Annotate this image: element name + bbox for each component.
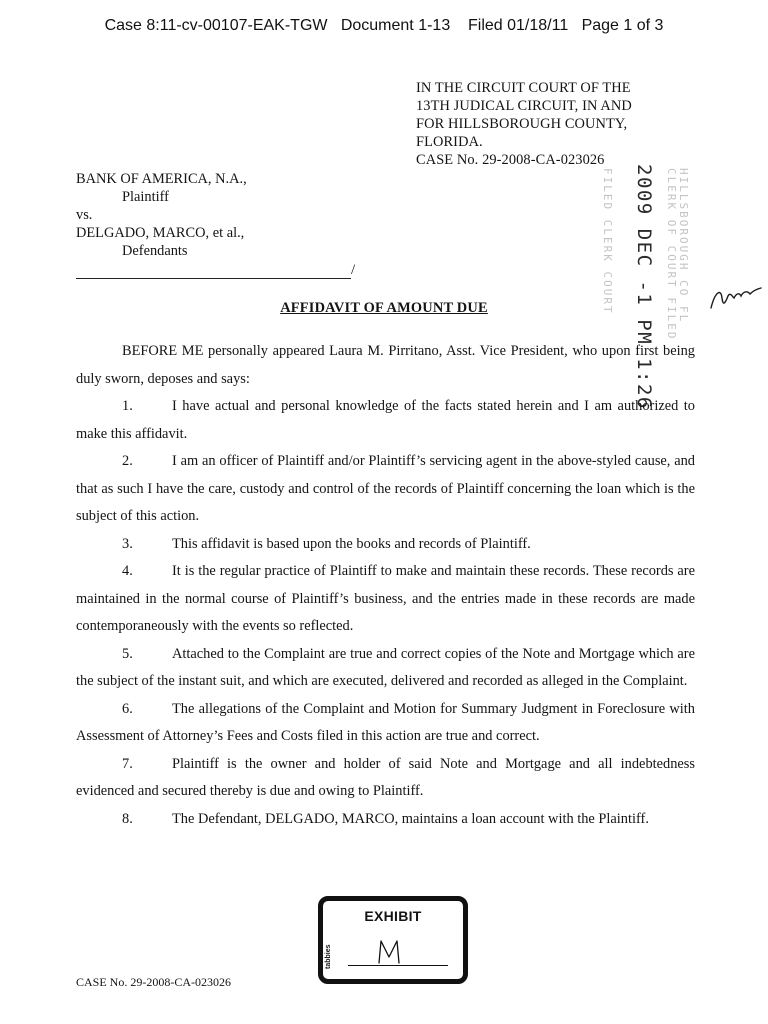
exhibit-brand: tabbies: [325, 944, 332, 969]
versus-label: vs.: [76, 207, 93, 223]
paragraph-text: This affidavit is based upon the books and records of Plaintiff.: [172, 535, 531, 552]
paragraph-text: Plaintiff is the owner and holder of said Note and Mortgage and all indebtedness evidenced and secured thereby is due and owing to Plaintiff.: [76, 755, 695, 799]
case-number: CASE No. 29-2008-CA-023026: [416, 152, 605, 168]
court-line: 13TH JUDICAL CIRCUIT, IN AND: [416, 98, 632, 114]
paragraph-number: 8.: [122, 810, 133, 827]
exhibit-sticker: [318, 896, 468, 984]
paragraph-text: It is the regular practice of Plaintiff to make and maintain these records. These records are maintained in the normal course of Plaintiff’s business, and the entries made in these records are made contemporaneously with the events so reflected.: [76, 563, 695, 634]
affidavit-body: [76, 338, 695, 833]
paragraph-number: 4.: [122, 563, 133, 579]
exhibit-label: EXHIBIT: [364, 908, 422, 924]
document-title: AFFIDAVIT OF AMOUNT DUE: [280, 300, 488, 316]
paragraph-text: I have actual and personal knowledge of the facts stated herein and I am authorized to make this affidavit.: [76, 398, 695, 442]
court-line: FLORIDA.: [416, 134, 483, 150]
header-case-ref: Case 8:11-cv-00107-EAK-TGW: [104, 17, 328, 34]
paragraph-number: 2.: [122, 453, 133, 469]
numbered-paragraph: [76, 558, 695, 641]
parties-block: [76, 170, 247, 260]
paragraph-text: The Defendant, DELGADO, MARCO, maintains a loan account with the Plaintiff.: [172, 810, 649, 827]
filing-header: [0, 17, 768, 35]
faint-clerk-stamp: HILLSBOROUGH CO FL: [677, 168, 690, 324]
paragraph-text: The allegations of the Complaint and Motion for Summary Judgment in Foreclosure with Assessment of Attorney’s Fees and Costs filed in this action are true and correct.: [76, 700, 695, 744]
caption-rule: [76, 278, 351, 279]
faint-clerk-stamp: CLERK OF COURT FILED: [665, 168, 678, 341]
header-document: Document 1-13: [340, 17, 451, 34]
court-caption: [416, 79, 706, 169]
numbered-paragraph: [76, 696, 695, 751]
faint-clerk-stamp: FILED CLERK COURT: [601, 168, 614, 315]
footer-case-number: CASE No. 29-2008-CA-023026: [76, 975, 231, 989]
handwritten-letter-m-icon: [359, 935, 419, 967]
numbered-paragraph: [76, 806, 695, 834]
plaintiff-name: BANK OF AMERICA, N.A.,: [76, 171, 247, 187]
defendant-role: Defendants: [122, 243, 188, 259]
intro-paragraph: BEFORE ME personally appeared Laura M. Pirritano, Asst. Vice President, who upon first being duly sworn, deposes and says:: [76, 343, 695, 387]
paragraph-text: I am an officer of Plaintiff and/or Plaintiff’s servicing agent in the above-styled cause, and that as such I have the care, custody and control of the records of Plaintiff concerning the loan which is the subject of this action.: [76, 453, 695, 524]
court-line: IN THE CIRCUIT COURT OF THE: [416, 80, 631, 96]
defendant-name: DELGADO, MARCO, et al.,: [76, 225, 245, 241]
paragraph-number: 5.: [122, 645, 133, 662]
paragraph-number: 6.: [122, 700, 133, 717]
paragraph-number: 3.: [122, 535, 133, 552]
numbered-paragraph: [76, 448, 695, 531]
numbered-paragraph: [76, 751, 695, 806]
numbered-paragraph: [76, 393, 695, 448]
paragraph-number: 7.: [122, 755, 133, 772]
paragraph-number: 1.: [122, 398, 133, 414]
filing-date-stamp: 2009 DEC -1 PM 1:26: [633, 164, 655, 410]
plaintiff-role: Plaintiff: [122, 189, 169, 205]
court-line: FOR HILLSBOROUGH COUNTY,: [416, 116, 628, 132]
paragraph-text: Attached to the Complaint are true and correct copies of the Note and Mortgage which are the subject of the instant suit, and which are executed, delivered and recorded as alleged in the Complaint.: [76, 645, 695, 689]
numbered-paragraph: [76, 641, 695, 696]
caption-slash: /: [351, 262, 356, 278]
header-filed: Filed 01/18/11: [468, 17, 569, 34]
exhibit-signature-line: [348, 965, 448, 966]
numbered-paragraph: [76, 531, 695, 559]
header-page: Page 1 of 3: [581, 17, 664, 34]
